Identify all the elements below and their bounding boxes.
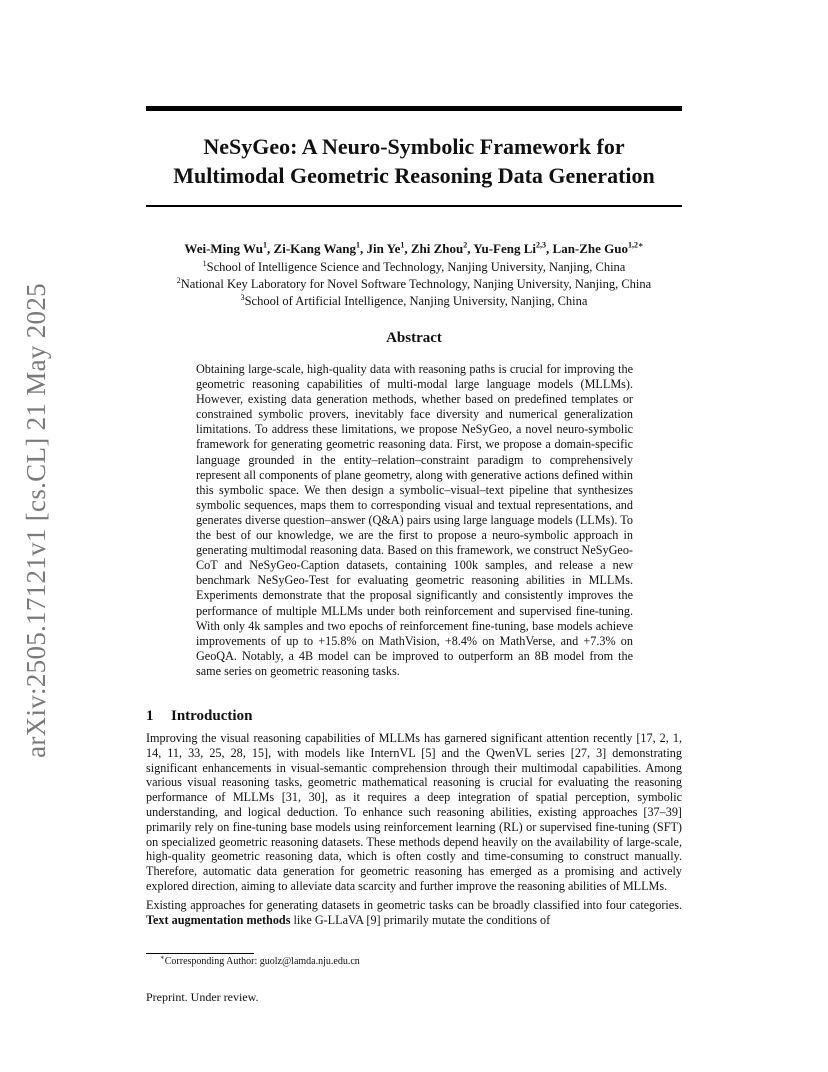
author: Jin Ye$^1$,: [366, 240, 411, 256]
section-title: Introduction: [171, 708, 253, 724]
title-line-2: Multimodal Geometric Reasoning Data Generation: [173, 163, 655, 188]
title-top-rule: [146, 106, 682, 111]
bold-term: Text augmentation methods: [146, 912, 291, 927]
preprint-notice: Preprint. Under review.: [146, 990, 259, 1004]
arxiv-stamp-text: arXiv:2505.17121v1 [cs.CL] 21 May 2025: [20, 282, 51, 758]
paragraph: Existing approaches for generating datasets in geometric tasks can be broadly classified into four categories. Text augmentation methods like G-LLaVA [9] primarily mutate the conditions of: [146, 897, 682, 927]
paper-title: [146, 132, 682, 190]
affiliation: $^1$School of Intelligence Science and Technology, Nanjing University, Nanjing, China: [202, 258, 626, 274]
author: Zi-Kang Wang$^1$,: [273, 240, 367, 256]
introduction-body: [146, 731, 682, 931]
abstract-body: Obtaining large-scale, high-quality data with reasoning paths is crucial for improving the geometric reasoning capabilities of multi-modal large language models (MLLMs). However, existing data generation methods, whether based on predefined templates or constrained symbolic provers, inevitably face diversity and numerical generalization limitations. To address these limitations, we propose NeSyGeo, a novel neuro-symbolic framework for generating geometric reasoning data. First, we propose a domain-specific language grounded in the entity–relation–constraint paradigm to comprehensively represent all components of plane geometry, along with generative actions defined within this symbolic space. We then design a symbolic–visual–text pipeline that synthesizes symbolic sequences, maps them to corresponding visual and textual representations, and generates diverse question–answer (Q&A) pairs using large language models (LLMs). To the best of our knowledge, we are the first to propose a neuro-symbolic approach in generating multimodal reasoning data. Based on this framework, we construct NeSyGeo-CoT and NeSyGeo-Caption datasets, containing 100k samples, and release a new benchmark NeSyGeo-Test for evaluating geometric reasoning abilities in MLLMs. Experiments demonstrate that the proposal significantly and consistently improves the performance of multiple MLLMs under both reinforcement and supervised fine-tuning. With only 4k samples and two epochs of reinforcement fine-tuning, base models achieve improvements of up to +15.8% on MathVision, +8.4% on MathVerse, and +7.3% on GeoQA. Notably, a 4B model can be improved to outperform an 8B model from the same series on geometric reasoning tasks.: [196, 362, 633, 678]
author-list: [120, 240, 708, 257]
footnote: ∗Corresponding Author: guolz@lamda.nju.edu.cn: [160, 953, 360, 967]
author: Lan-Zhe Guo$^{1,2∗}$: [552, 240, 644, 256]
affiliation-list: [120, 259, 708, 310]
abstract-heading: Abstract: [386, 330, 442, 346]
section-number: 1: [146, 708, 154, 724]
title-line-1: NeSyGeo: A Neuro-Symbolic Framework for: [203, 134, 625, 159]
author: Zhi Zhou$^2$,: [410, 240, 474, 256]
affiliation: $^3$School of Artificial Intelligence, Nanjing University, Nanjing, China: [240, 292, 588, 308]
title-bottom-rule: [146, 205, 682, 207]
paragraph: Improving the visual reasoning capabilities of MLLMs has garnered significant attention recently [17, 2, 1, 14, 11, 33, 25, 28, 15], with models like InternVL [5] and the QwenVL series [27, 3] demonstrating significant enhancements in visual-semantic comprehension through their multimodal capabilities. Among various visual reasoning tasks, geometric mathematical reasoning is crucial for evaluating the reasoning performance of MLLMs [31, 30], as it requires a deep integration of spatial perception, symbolic understanding, and logical deduction. To enhance such reasoning abilities, existing approaches [37–39] primarily rely on fine-tuning base models using reinforcement learning (RL) or supervised fine-tuning (SFT) on specialized geometric reasoning datasets. These methods depend heavily on the availability of large-scale, high-quality geometric reasoning data, which is often costly and time-consuming to construct manually. Therefore, automatic data generation for geometric reasoning has emerged as a promising and actively explored direction, aiming to alleviate data scarcity and further improve the reasoning abilities of MLLMs.: [146, 731, 682, 893]
affiliation: $^2$National Key Laboratory for Novel Software Technology, Nanjing University, Nanjing, China: [176, 275, 652, 291]
author: Yu-Feng Li$^{2,3}$,: [473, 240, 553, 256]
section-heading: [146, 708, 252, 725]
author: Wei-Ming Wu$^1$,: [184, 240, 274, 256]
arxiv-identifier-stamp: [19, 280, 53, 760]
